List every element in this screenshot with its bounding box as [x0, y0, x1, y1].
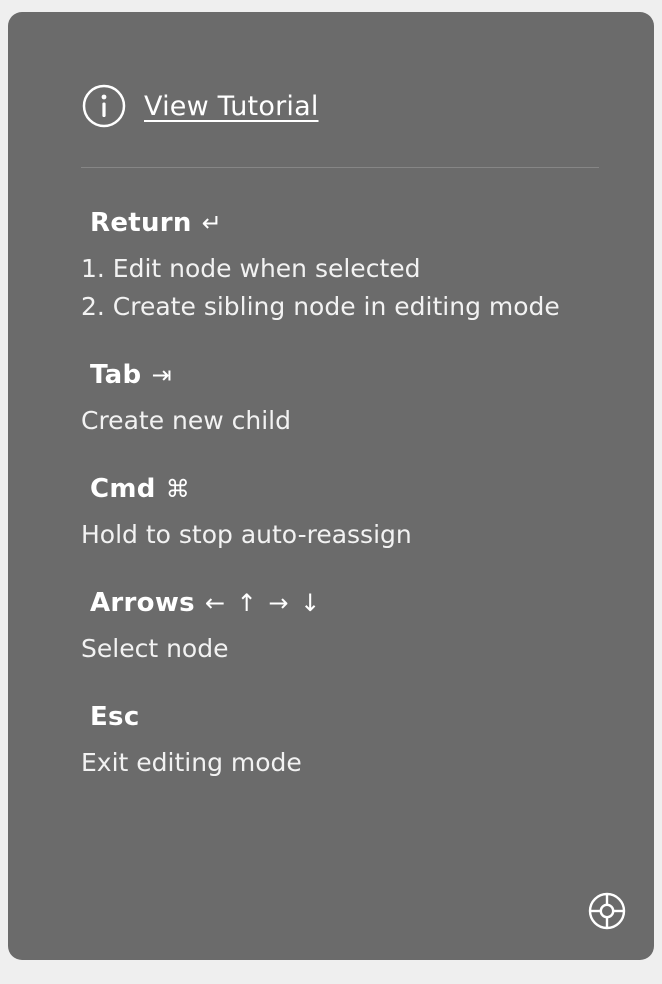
shortcut-description-line: Create new child [81, 406, 291, 435]
info-circle-icon [82, 84, 126, 128]
shortcut-key-line [81, 208, 621, 238]
shortcut-description-line: Select node [81, 634, 229, 663]
shortcut-item [81, 588, 621, 668]
view-tutorial-link[interactable]: View Tutorial [144, 90, 319, 122]
shortcuts-panel [8, 12, 654, 960]
lifebuoy-icon[interactable] [588, 892, 626, 930]
shortcut-item [81, 702, 621, 782]
shortcut-key-glyph: ⇥ [151, 361, 174, 389]
shortcut-description-line: 1. Edit node when selected [81, 254, 421, 283]
shortcut-item [81, 474, 621, 554]
shortcut-key-line [81, 360, 621, 390]
shortcut-description-line: Hold to stop auto-reassign [81, 520, 412, 549]
view-tutorial-row[interactable] [82, 84, 319, 128]
shortcut-key-name: Arrows [90, 588, 195, 618]
shortcut-list [81, 208, 621, 782]
shortcut-description-line: 2. Create sibling node in editing mode [81, 292, 560, 321]
shortcut-description [81, 402, 621, 440]
shortcut-key-glyph: ← ↑ → ↓ [204, 589, 323, 617]
shortcut-description [81, 744, 621, 782]
shortcut-description [81, 516, 621, 554]
shortcut-key-name: Cmd [90, 474, 156, 504]
shortcut-description-line: Exit editing mode [81, 748, 302, 777]
shortcut-item [81, 208, 621, 326]
shortcut-key-name: Tab [90, 360, 142, 390]
shortcut-key-name: Return [90, 208, 192, 238]
shortcut-description [81, 630, 621, 668]
shortcut-description [81, 250, 621, 326]
shortcut-key-glyph: ↵ [201, 209, 224, 237]
divider [81, 167, 599, 168]
shortcut-key-glyph: ⌘ [165, 475, 192, 503]
shortcut-key-line [81, 474, 621, 504]
shortcut-key-line [81, 588, 621, 618]
shortcut-key-line [81, 702, 621, 732]
shortcut-item [81, 360, 621, 440]
shortcut-key-name: Esc [90, 702, 140, 732]
